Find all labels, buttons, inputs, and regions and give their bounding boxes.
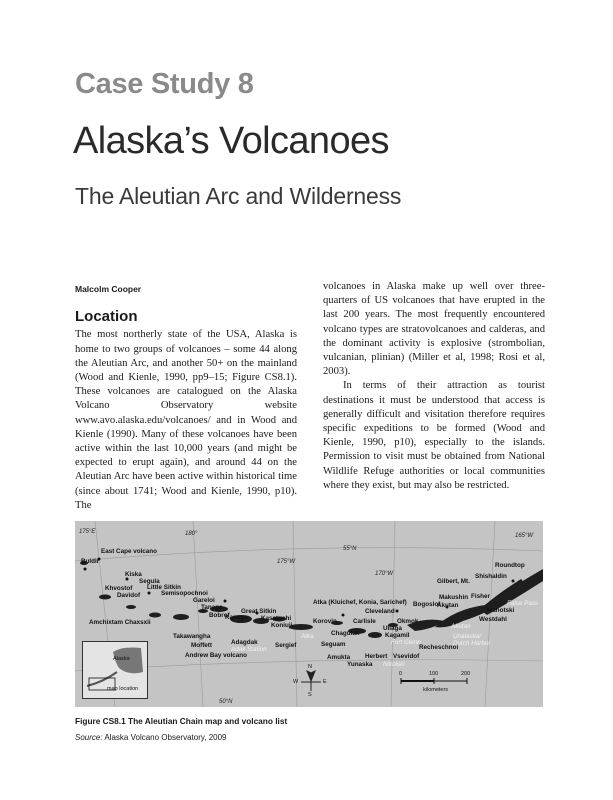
volcano-label: Moffett [191, 642, 212, 649]
volcano-label: Roundtop [495, 562, 525, 569]
volcano-label: Vsevidof [393, 653, 420, 660]
scale-tick: 200 [461, 671, 471, 677]
volcano-label: Kasatochi [261, 615, 292, 622]
volcano-label: Great Sitkin [241, 608, 277, 615]
body-paragraph: In terms of their attraction as tourist destinations it must be understood that access is generally difficult and visitation therefore requires specific expeditions to be formed (Wood and Kienle, 1990, p10), especially to the islands. Permission to visit must be obtained from National Wildlife Refuge authorities or local communities where they exist, but may also be restricted. [323, 380, 545, 491]
place-label: Fort Glenn [391, 639, 421, 646]
volcano-label: East Cape volcano [101, 548, 157, 555]
volcano-label: Okmok [397, 618, 419, 625]
place-label: Nikolski [383, 661, 405, 668]
volcano-label: Fisher [471, 593, 490, 600]
scale-tick: 0 [399, 671, 403, 677]
volcano-label: Korovin [313, 618, 337, 625]
figure-source [75, 733, 227, 742]
volcano-label: Gilbert, Mt. [437, 578, 470, 585]
volcano-label: Bogoslof [413, 601, 441, 608]
volcano-label: Sergief [275, 642, 297, 649]
volcano-label: Yunaska [347, 661, 373, 668]
volcano-label: Koniuji [271, 622, 293, 629]
volcano-label: Kiska [125, 571, 142, 578]
volcano-label: Tanaga [201, 604, 223, 611]
volcano-label: Westdahl [479, 616, 507, 623]
volcano-label: Amukta [327, 654, 351, 661]
volcano-label: Seguam [321, 641, 346, 648]
page-title: Alaska’s Volcanoes [73, 120, 389, 162]
left-column [75, 282, 297, 513]
volcano-label: Semisopochnoi [161, 590, 208, 597]
volcano-label: Segula [139, 578, 160, 585]
place-label: Akutan [451, 623, 471, 630]
volcano-label: Makushin [439, 594, 469, 601]
compass-label: N [308, 664, 312, 670]
inset-label: Alaska [113, 656, 130, 662]
place-label: False Pass [507, 600, 539, 607]
compass-label: W [293, 679, 299, 685]
body-paragraph: volcanoes in Alaska make up well over three-quarters of US volcanoes that have erupted in the last 200 years. The most frequently encountered volcano types are stratovolcanoes and calderas, and the dominant activity is explosive (strombolian, vulcanian, plinian) (Miller et al, 1998; Rosi et al, 2003). [323, 281, 545, 378]
grid-label: 175°E [79, 529, 96, 535]
source-text: Alaska Volcano Observatory, 2009 [102, 733, 227, 742]
volcano-label: Kanaga [225, 614, 248, 621]
figure-caption: Figure CS8.1 The Aleutian Chain map and volcano list [75, 716, 288, 726]
volcano-label: Carlisle [353, 618, 376, 625]
body-paragraph: The most northerly state of the USA, Alaska is home to two groups of volcanoes – some 44 along the Aleutian Arc, and another 50+ on the mainland (Wood and Kienle, 1990, pp9–15; Figure CS8.1). These volcanoes are catalogued on the Alaska Volcano Observatory website www.avo.alaska.edu/volcanoes/ and in Wood and Kienle (1990). Many of these volcanoes have been active within the last 10,000 years (and might be expected to erupt again), and around 44 on the Aleutian Arc have been active within historical time (since about 1741; Wood and Kienle, 1990, p10). The [75, 329, 297, 511]
volcano-label: Chagulak [331, 630, 360, 637]
section-heading: Location [75, 308, 138, 326]
volcano-label: Adagdak [231, 639, 258, 646]
scale-tick: 100 [429, 671, 439, 677]
volcano-label: Khvostof [105, 585, 133, 592]
place-label: Adak Station [231, 646, 267, 653]
grid-label: 175°W [277, 559, 296, 565]
place-label: Unalaska/ Dutch Harbor [453, 633, 491, 647]
inset-label: map location [107, 686, 139, 692]
volcano-label: Shishaldin [475, 573, 507, 580]
author-name: Malcolm Cooper [75, 284, 142, 294]
scale-unit: kilometers [423, 687, 449, 693]
grid-label: 170°W [375, 571, 394, 577]
place-label: Atka [301, 633, 314, 640]
volcano-label: Cleveland [365, 608, 395, 615]
grid-label: 180° [185, 531, 198, 537]
volcano-label: Herbert [365, 653, 388, 660]
volcano-label: Buldir [81, 558, 100, 565]
right-column [323, 280, 545, 493]
volcano-label: Atka (Kluichef, Konia, Sarichef) [313, 599, 407, 606]
volcano-label: Isanotski [487, 607, 515, 614]
volcano-label: Kagamil [385, 632, 410, 639]
volcano-label: Takawangha [173, 633, 211, 640]
case-study-label: Case Study 8 [75, 68, 254, 100]
grid-label: 50°N [219, 699, 233, 705]
volcano-label: Little Sitkin [147, 584, 181, 591]
page-subtitle: The Aleutian Arc and Wilderness [75, 183, 402, 209]
volcano-label: Akutan [437, 602, 459, 609]
grid-label: 55°N [343, 546, 357, 552]
aleutian-map [75, 521, 543, 707]
volcano-label: Davidof [117, 592, 141, 599]
source-label: Source: [75, 733, 103, 742]
volcano-label: Andrew Bay volcano [185, 652, 247, 659]
volcano-label: Gareloi [193, 597, 215, 604]
compass-label: S [308, 692, 312, 698]
grid-label: 165°W [515, 533, 534, 539]
inset-locator-map [82, 641, 148, 699]
volcano-label: Recheschnoi [419, 644, 459, 651]
volcano-label: Uliaga [383, 625, 402, 632]
volcano-label: Bobrof [209, 612, 230, 619]
compass-label: E [323, 679, 327, 685]
volcano-label: Amchixtam Chaxsxii [89, 619, 151, 626]
